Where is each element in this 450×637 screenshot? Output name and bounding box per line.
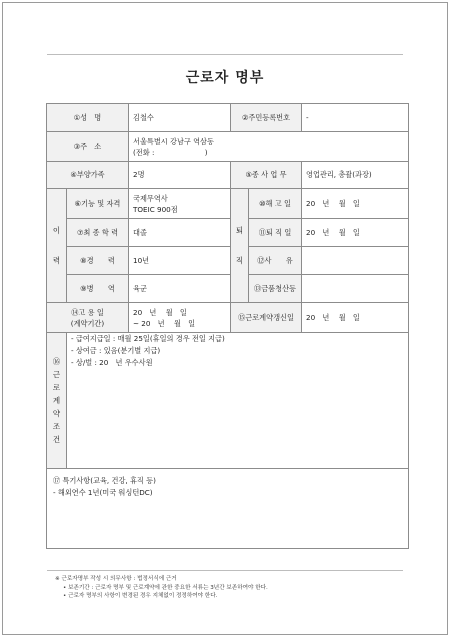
job-label: ⑤종 사 업 무 — [231, 162, 302, 189]
education-label: ⑦최 종 학 력 — [67, 219, 129, 247]
renewal-label: ⑮근로계약갱신일 — [231, 303, 302, 333]
list-item: - 상여금 : 있음(분기별 지급) — [71, 346, 161, 355]
reason-label: ⑫사 유 — [249, 247, 302, 275]
table-row — [47, 247, 409, 275]
page-title: 근로자 명부 — [185, 70, 265, 86]
military-label: ⑨병 역 — [67, 275, 129, 303]
table-row — [47, 275, 409, 303]
military-value: 육군 — [129, 275, 231, 303]
document-page — [2, 2, 448, 635]
list-item: - 급여지급일 : 매월 25일(휴일의 경우 전일 지급) — [71, 334, 225, 343]
table-row — [47, 162, 409, 189]
hire-date-label: ⑩해 고 일 — [249, 189, 302, 219]
worker-register-table — [46, 103, 409, 549]
conditions-side-label: ⑯ 근 로 계 약 조 건 — [47, 333, 67, 469]
settlement-label: ⑬금품청산등 — [249, 275, 302, 303]
job-value: 영업관리, 총괄(과장) — [302, 162, 409, 189]
top-divider — [47, 54, 403, 55]
skills-value: 국제무역사 TOEIC 900점 — [129, 189, 231, 219]
phone-line: (전화 : ) — [133, 147, 208, 157]
family-label: ④부양가족 — [47, 162, 129, 189]
family-value: 2명 — [129, 162, 231, 189]
list-item: - 해외연수 1년(미국 워싱턴DC) — [53, 488, 153, 497]
resign-side-label: 퇴 직 — [231, 189, 249, 303]
resign-date-value: 20 년 월 일 — [302, 219, 409, 247]
reason-value — [302, 247, 409, 275]
table-row — [47, 132, 409, 162]
table-row — [47, 303, 409, 333]
name-label: ①성 명 — [47, 104, 129, 132]
conditions-content — [67, 333, 409, 469]
address-line: 서울특별시 강남구 역삼동 — [133, 136, 214, 146]
table-row — [47, 104, 409, 132]
name-value: 김철수 — [129, 104, 231, 132]
table-row — [47, 469, 409, 549]
resign-date-label: ⑪퇴 직 일 — [249, 219, 302, 247]
history-side-label: 이 력 — [47, 189, 67, 303]
career-label: ⑧경 력 — [67, 247, 129, 275]
renewal-value: 20 년 월 일 — [302, 303, 409, 333]
footnote-heading: ※ 근로자명부 작성 시 의무사항 : 법정서식에 근거 — [55, 576, 177, 582]
footnotes — [55, 575, 405, 601]
table-row — [47, 333, 409, 469]
table-row — [47, 219, 409, 247]
settlement-value — [302, 275, 409, 303]
career-value: 10년 — [129, 247, 231, 275]
footnote-item: • 근로자 명부의 사항이 변경된 경우 지체없이 정정하여야 한다. — [63, 593, 218, 599]
rrn-value: - — [302, 104, 409, 132]
special-title: ⑰ 특기사항(교육, 건강, 휴직 등) — [53, 476, 156, 485]
address-value — [129, 132, 409, 162]
employ-period-value: 20 년 월 일 ~ 20 년 월 일 — [129, 303, 231, 333]
list-item: - 상/벌 : 20 년 우수사원 — [71, 358, 153, 367]
education-value: 대졸 — [129, 219, 231, 247]
employ-period-label: ⑭고 용 일 (계약기간) — [47, 303, 129, 333]
rrn-label: ②주민등록번호 — [231, 104, 302, 132]
table-row — [47, 189, 409, 219]
address-label: ③주 소 — [47, 132, 129, 162]
special-notes — [47, 469, 409, 549]
footnote-item: • 보존기간 : 근로자 명부 및 근로계약에 관한 중요한 서류는 3년간 보존하여야 한다. — [63, 584, 268, 591]
skills-label: ⑥기능 및 자격 — [67, 189, 129, 219]
bottom-divider — [47, 570, 403, 571]
hire-date-value: 20 년 월 일 — [302, 189, 409, 219]
